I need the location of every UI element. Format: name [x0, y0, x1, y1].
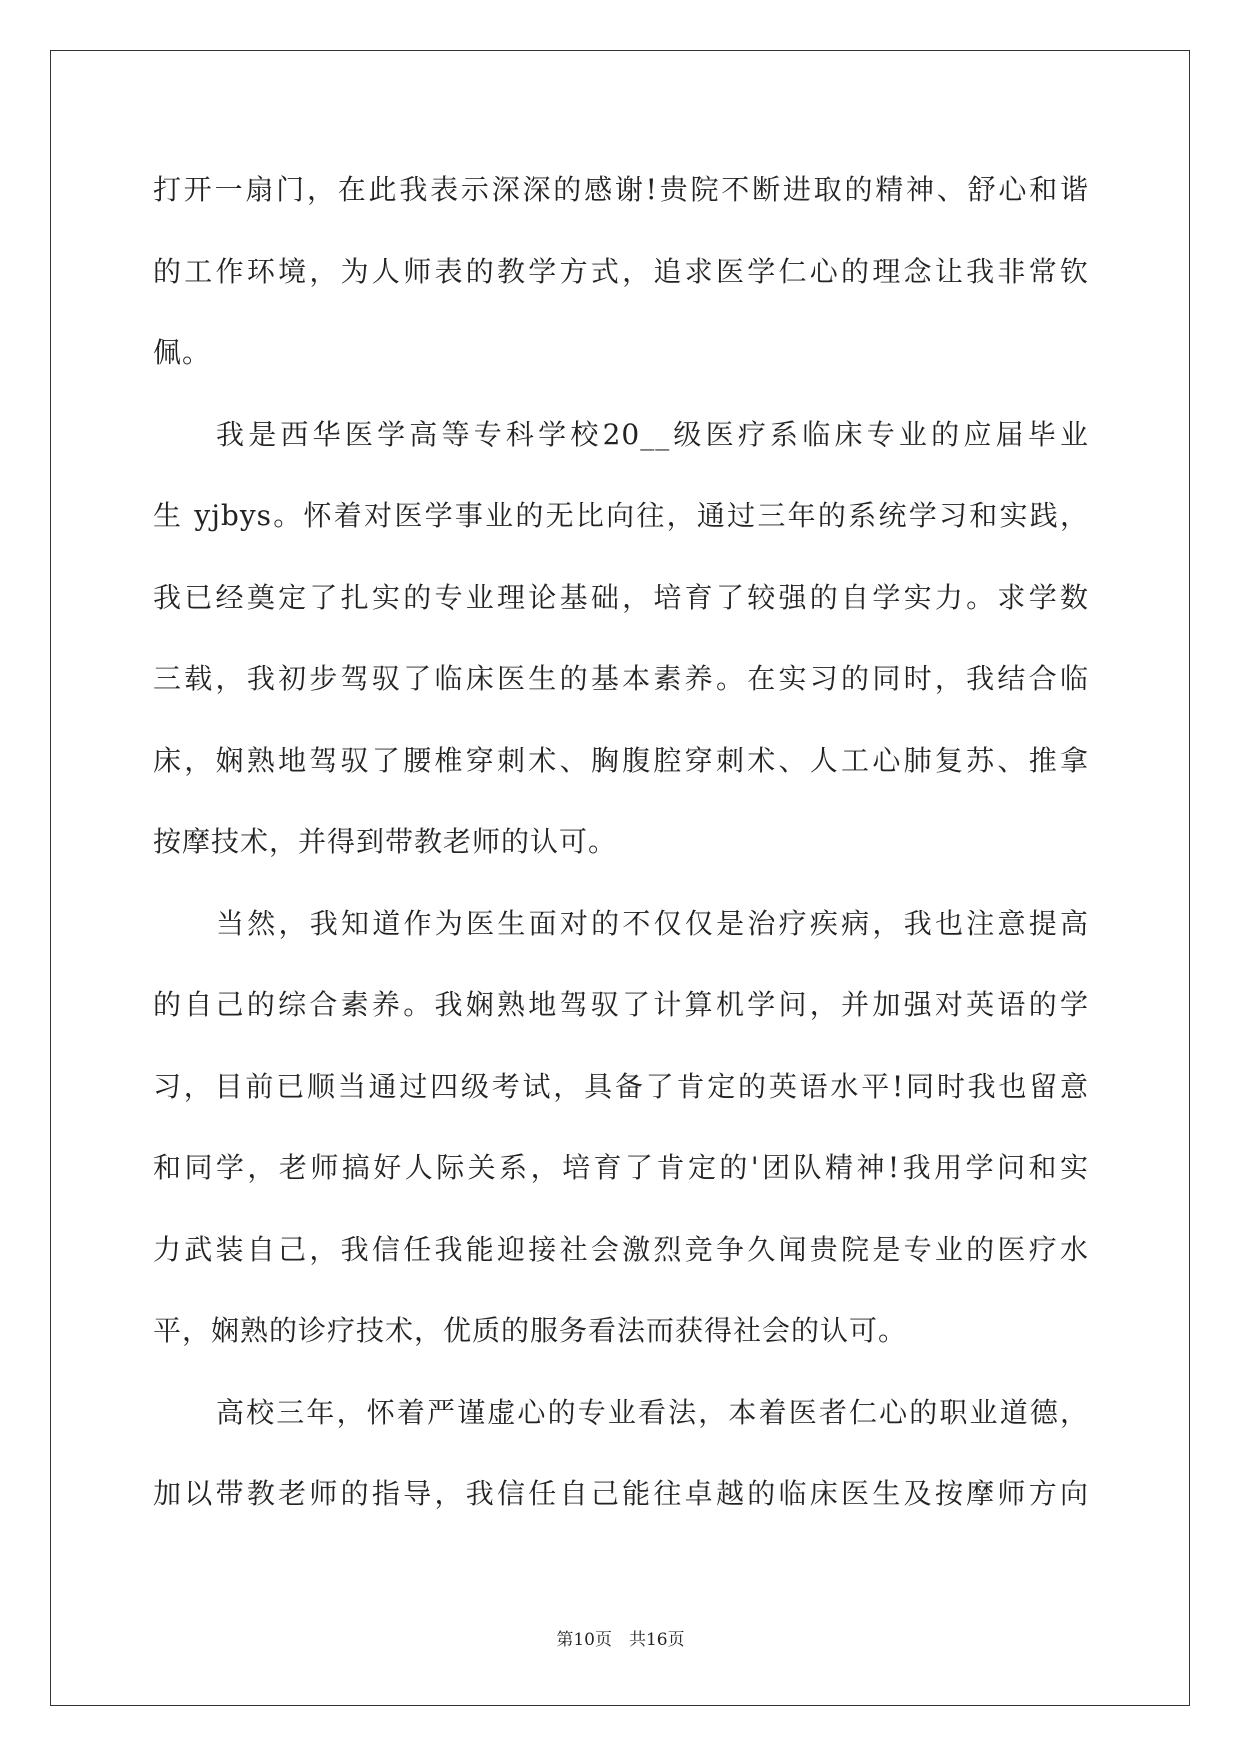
text-line: 的自己的综合素养。我娴熟地驾驭了计算机学问，并加强对英语的学 [153, 988, 1089, 1021]
text-line: 和同学，老师搞好人际关系，培育了肯定的'团队精神!我用学问和实 [153, 1151, 1089, 1184]
text-line: 平，娴熟的诊疗技术，优质的服务看法而获得社会的认可。 [153, 1314, 908, 1347]
document-body [153, 149, 1089, 1535]
text-line: 床，娴熟地驾驭了腰椎穿刺术、胸腹腔穿刺术、人工心肺复苏、推拿 [153, 743, 1089, 777]
paragraph [153, 149, 1089, 394]
text-line: 力武装自己，我信任我能迎接社会激烈竞争久闻贵院是专业的医疗水 [153, 1232, 1089, 1266]
page-number-footer: 第10页 共16页 [556, 1630, 685, 1650]
text-line: 按摩技术，并得到带教老师的认可。 [153, 825, 618, 858]
paragraph [153, 883, 1089, 1372]
text-line: 习，目前已顺当通过四级考试，具备了肯定的英语水平!同时我也留意 [153, 1069, 1089, 1103]
text-line: 生 yjbys。怀着对医学事业的无比向往，通过三年的系统学习和实践， [153, 499, 1089, 532]
text-line: 佩。 [153, 336, 212, 369]
text-line: 加以带教老师的指导，我信任自己能往卓越的临床医生及按摩师方向 [153, 1477, 1089, 1510]
text-line: 打开一扇门，在此我表示深深的感谢!贵院不断进取的精神、舒心和谐 [153, 173, 1089, 206]
text-line: 三载，我初步驾驭了临床医生的基本素养。在实习的同时，我结合临 [153, 662, 1089, 695]
paragraph [153, 394, 1089, 883]
text-line: 我是西华医学高等专科学校20__级医疗系临床专业的应届毕业 [216, 417, 1089, 451]
paragraph [153, 1372, 1089, 1535]
text-line: 当然，我知道作为医生面对的不仅仅是治疗疾病，我也注意提高 [216, 906, 1089, 940]
text-line: 的工作环境，为人师表的教学方式，追求医学仁心的理念让我非常钦 [153, 254, 1089, 288]
text-line: 高校三年，怀着严谨虚心的专业看法，本着医者仁心的职业道德， [216, 1395, 1089, 1429]
text-line: 我已经奠定了扎实的专业理论基础，培育了较强的自学实力。求学数 [153, 580, 1089, 614]
